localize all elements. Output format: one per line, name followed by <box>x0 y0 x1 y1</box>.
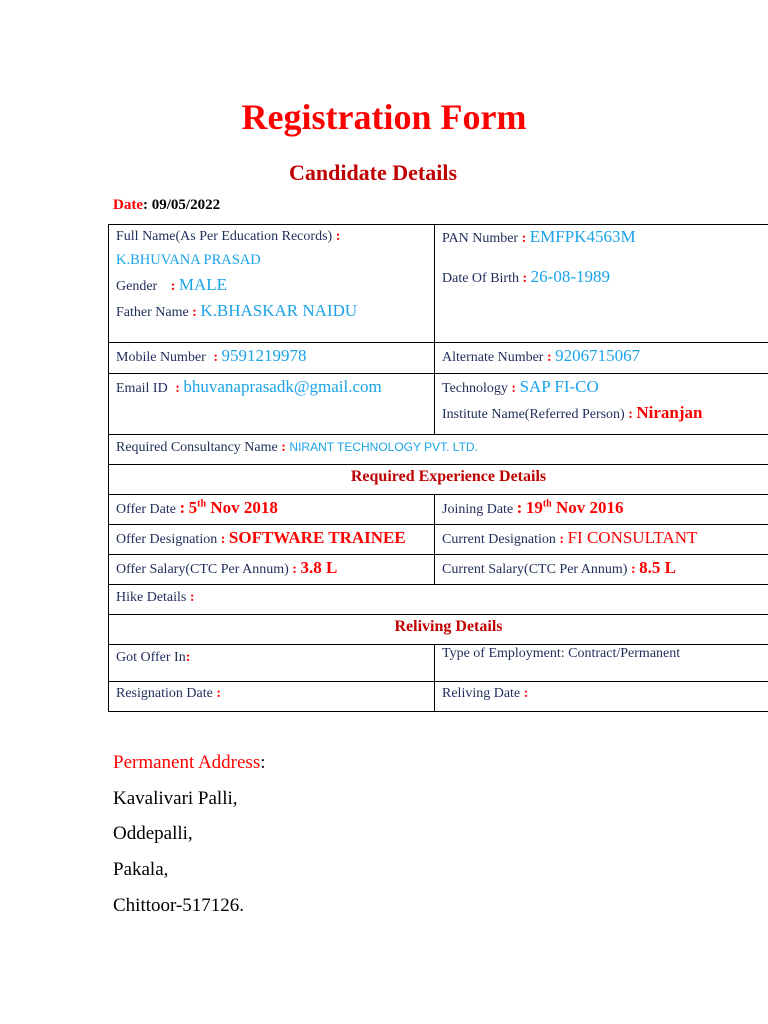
table-row <box>109 435 768 465</box>
joining-date-value: 19th Nov 2016 <box>525 498 624 517</box>
colon: : <box>559 532 565 547</box>
colon: : <box>189 590 195 605</box>
page-title: Registration Form <box>241 97 527 137</box>
date-line <box>113 197 220 214</box>
colon: : <box>522 271 528 286</box>
colon: : <box>170 279 176 294</box>
alt-number-value: 9206715067 <box>555 346 641 365</box>
date-value: : 09/05/2022 <box>143 197 221 213</box>
institute-label: Institute Name(Referred Person) <box>442 407 625 422</box>
colon: : <box>630 562 636 577</box>
colon: : <box>216 686 221 701</box>
full-name-value: K.BHUVANA PRASAD <box>116 252 261 268</box>
got-offer-label: Got Offer In <box>116 650 186 665</box>
current-designation-value: FI CONSULTANT <box>567 528 698 547</box>
father-name-label: Father Name <box>116 305 189 320</box>
colon: : <box>185 650 191 665</box>
colon: : <box>628 407 633 422</box>
colon: : <box>179 498 186 517</box>
current-salary-value: 8.5 L <box>639 558 676 577</box>
experience-heading: Required Experience Details <box>350 468 547 485</box>
address-line-3: Pakala, <box>113 859 169 880</box>
registration-table <box>108 224 768 712</box>
table-row <box>109 465 768 495</box>
colon: : <box>192 305 197 320</box>
joining-date-label: Joining Date <box>442 502 514 517</box>
offer-salary-value: 3.8 L <box>300 558 338 577</box>
offer-designation-label: Offer Designation <box>116 532 218 547</box>
colon: : <box>213 350 218 365</box>
table-row <box>109 585 768 615</box>
offer-designation-value: SOFTWARE TRAINEE <box>228 528 406 547</box>
table-row <box>109 682 768 712</box>
mobile-value: 9591219978 <box>221 346 307 365</box>
current-designation-label: Current Designation <box>442 532 556 547</box>
colon: : <box>292 562 297 577</box>
email-value: bhuvanaprasadk@gmail.com <box>183 377 382 396</box>
section-subtitle: Candidate Details <box>288 160 458 185</box>
address-line-2: Oddepalli, <box>113 823 193 844</box>
dob-value: 26-08-1989 <box>530 267 610 286</box>
consultancy-value: NIRANT TECHNOLOGY PVT. LTD. <box>289 440 478 454</box>
colon: : <box>281 440 286 455</box>
pan-dob-cell <box>435 225 768 343</box>
address-heading: Permanent Address: <box>113 752 266 773</box>
table-row <box>109 555 768 585</box>
father-name-value: K.BHASKAR NAIDU <box>200 301 358 320</box>
address-line-4: Chittoor-517126. <box>113 895 245 916</box>
candidate-cell <box>109 225 435 343</box>
hike-label: Hike Details <box>116 590 187 605</box>
offer-salary-label: Offer Salary(CTC Per Annum) <box>116 562 289 577</box>
colon: : <box>521 231 527 246</box>
date-label: Date <box>113 197 143 213</box>
table-row <box>109 495 768 525</box>
colon: : <box>516 498 523 517</box>
address-line-1: Kavalivari Palli, <box>113 788 238 809</box>
table-row <box>109 645 768 682</box>
gender-value: MALE <box>178 275 228 294</box>
table-row <box>109 343 768 374</box>
reliving-date-label: Reliving Date <box>442 686 521 701</box>
colon: : <box>175 381 180 396</box>
colon: : <box>335 229 341 244</box>
table-row <box>109 615 768 645</box>
table-row <box>109 374 768 435</box>
table-row <box>109 225 768 343</box>
offer-date-value: 5th Nov 2018 <box>188 498 278 517</box>
employment-type-label: Type of Employment: Contract/Permanent <box>442 646 681 661</box>
table-row <box>109 525 768 555</box>
consultancy-label: Required Consultancy Name <box>116 440 278 455</box>
technology-value: SAP FI-CO <box>519 377 599 396</box>
technology-label: Technology <box>442 381 508 396</box>
alt-number-label: Alternate Number <box>442 350 544 365</box>
colon: : <box>523 686 529 701</box>
colon: : <box>546 350 552 365</box>
gender-label: Gender <box>116 279 158 294</box>
pan-label: PAN Number <box>442 231 519 246</box>
full-name-label: Full Name(As Per Education Records) <box>116 229 333 244</box>
current-salary-label: Current Salary(CTC Per Annum) <box>442 562 628 577</box>
pan-value: EMFPK4563M <box>529 227 636 246</box>
mobile-label: Mobile Number <box>116 350 206 365</box>
reliving-heading: Reliving Details <box>394 618 503 635</box>
institute-value: Niranjan <box>636 403 703 422</box>
colon: : <box>511 381 517 396</box>
dob-label: Date Of Birth <box>442 271 519 286</box>
colon: : <box>220 532 226 547</box>
offer-date-label: Offer Date <box>116 502 176 517</box>
email-label: Email ID <box>116 381 168 396</box>
resignation-date-label: Resignation Date <box>116 686 213 701</box>
